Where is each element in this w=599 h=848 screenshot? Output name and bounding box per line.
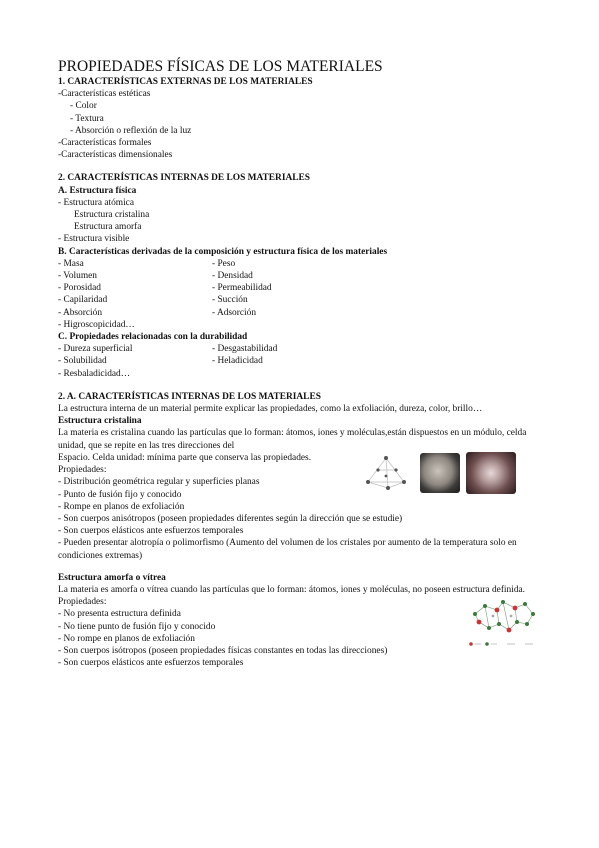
- list-item: - Absorción: [58, 307, 103, 318]
- properties-label: Propiedades:: [58, 465, 107, 476]
- document-page: [58, 58, 548, 669]
- list-item: - Succión: [212, 295, 248, 306]
- list-item: - Resbaladicidad…: [58, 368, 131, 379]
- list-item: - Punto de fusión fijo y conocido: [58, 489, 182, 500]
- list-item: - Son cuerpos isótropos (poseen propiedades físicas constantes en todas las direcciones): [58, 645, 388, 656]
- crystalline-block: [58, 452, 548, 562]
- list-item: - Dureza superficial: [58, 344, 133, 355]
- crystal-figures: [358, 452, 516, 494]
- list-item: - Son cuerpos elásticos ante esfuerzos temporales: [58, 658, 244, 669]
- list-item: - No rompe en planos de exfoliación: [58, 633, 195, 644]
- list-item: Estructura cristalina: [74, 210, 150, 221]
- section-1-heading: 1. CARACTERÍSTICAS EXTERNAS DE LOS MATERIALES: [58, 77, 313, 87]
- properties-label: Propiedades:: [58, 597, 107, 608]
- amorphous-structure-icon: [463, 594, 543, 652]
- list-item: -Características dimensionales: [58, 150, 173, 161]
- section-2-heading: 2. CARACTERÍSTICAS INTERNAS DE LOS MATERIALES: [58, 173, 310, 184]
- crystal-lattice-icon: [358, 452, 414, 494]
- list-item: - Densidad: [212, 271, 253, 282]
- list-item: - Son cuerpos anisótropos (poseen propiedades diferentes según la dirección que se estudie): [58, 513, 403, 524]
- amorphous-heading: Estructura amorfa o vítrea: [58, 572, 166, 583]
- list-item: - Textura: [70, 113, 104, 124]
- paragraph: La materia es cristalina cuando las partículas que lo forman: átomos, iones y moléculas,están dispuestos en un módulo, celda unidad, que se repite en las tres direcciones del: [58, 428, 527, 451]
- list-item: - Volumen: [58, 271, 97, 282]
- list-item: - Desgastabilidad: [212, 344, 278, 355]
- list-item: - Rompe en planos de exfoliación: [58, 501, 185, 512]
- list-item: - No presenta estructura definida: [58, 609, 181, 620]
- amorphous-block: [58, 572, 548, 670]
- list-item: - Porosidad: [58, 283, 101, 294]
- section-3-heading: 2. A. CARACTERÍSTICAS INTERNAS DE LOS MATERIALES: [58, 391, 321, 402]
- list-item: - Capilaridad: [58, 295, 108, 306]
- crystal-photo-1: [420, 453, 460, 493]
- paragraph: La materia es amorfa o vítrea cuando las partículas que lo forman: átomos, iones y moléculas, no poseen estructura definida.: [58, 584, 526, 595]
- list-item: - Permeabilidad: [212, 283, 272, 294]
- list-item: - Absorción o reflexión de la luz: [70, 125, 192, 136]
- crystal-photo-2: [466, 452, 516, 494]
- list-item: - Solubilidad: [58, 356, 107, 367]
- page-title: PROPIEDADES FÍSICAS DE LOS MATERIALES: [58, 58, 383, 75]
- list-item: - Estructura visible: [58, 234, 130, 245]
- list-item: - Color: [70, 101, 97, 112]
- list-item: - Estructura atómica: [58, 197, 135, 208]
- subsection-a-heading: A. Estructura física: [58, 185, 137, 196]
- list-item: - Peso: [212, 258, 236, 269]
- list-item: - Masa: [58, 258, 84, 269]
- crystalline-heading: Estructura cristalina: [58, 416, 142, 427]
- subsection-c-heading: C. Propiedades relacionadas con la durabilidad: [58, 332, 248, 343]
- list-item: - Higroscopicidad…: [58, 319, 135, 330]
- list-item: - No tiene punto de fusión fijo y conocido: [58, 621, 216, 632]
- list-item: -Características formales: [58, 138, 152, 149]
- paragraph: Espacio. Celda unidad: mínima parte que conserva las propiedades.: [58, 452, 312, 463]
- list-item: - Adsorción: [212, 307, 257, 318]
- list-item: - Distribución geométrica regular y superficies planas: [58, 477, 260, 488]
- subsection-b-heading: B. Características derivadas de la composición y estructura física de los materiales: [58, 246, 388, 257]
- list-item: - Son cuerpos elásticos ante esfuerzos temporales: [58, 526, 244, 537]
- list-item: Estructura amorfa: [74, 222, 142, 233]
- paragraph: La estructura interna de un material permite explicar las propiedades, como la exfoliación, dureza, color, brillo…: [58, 404, 483, 415]
- list-item: - Pueden presentar alotropía o polimorfismo (Aumento del volumen de los cristales por aumento de la temperatura solo en condiciones extremas): [58, 538, 517, 561]
- list-item: - Heladicidad: [212, 356, 263, 367]
- list-item: -Características estéticas: [58, 89, 151, 100]
